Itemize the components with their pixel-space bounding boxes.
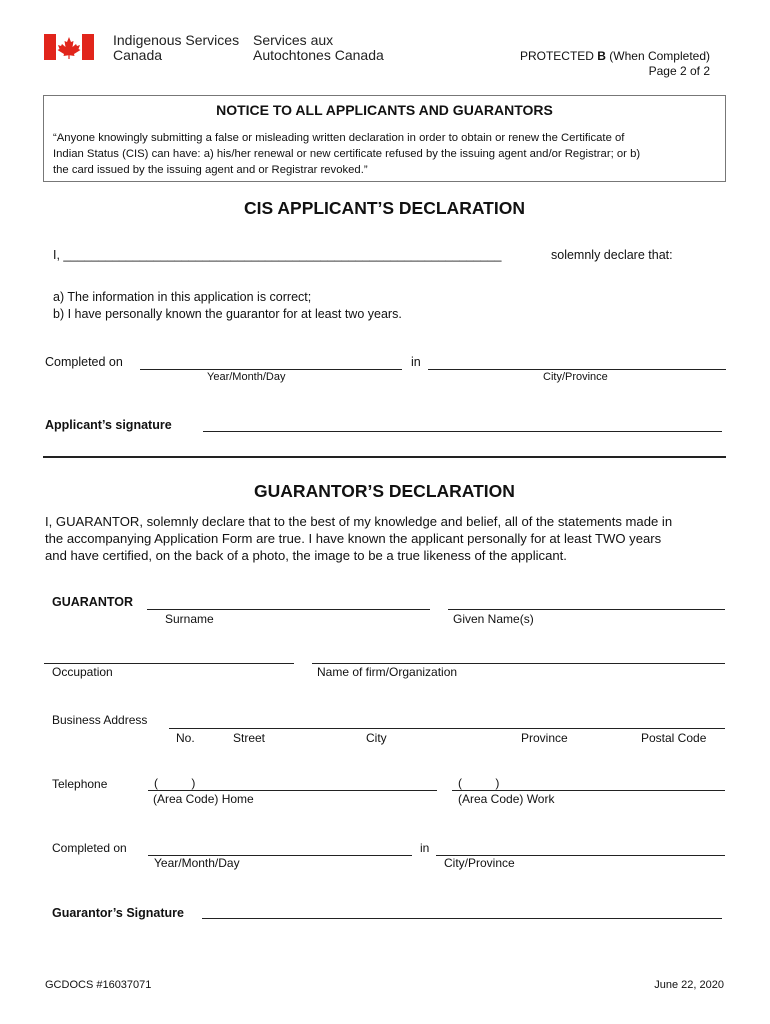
surname-field[interactable] [147, 609, 430, 610]
occupation-caption: Occupation [52, 665, 113, 679]
home-area-code-parens: ( ) [154, 776, 196, 790]
home-phone-caption: (Area Code) Home [153, 792, 254, 806]
applicant-name-line[interactable]: I, _______________________________________________________________ [53, 248, 502, 262]
work-area-code-parens: ( ) [458, 776, 500, 790]
guarantor-signature-label: Guarantor’s Signature [52, 906, 184, 920]
business-address-label: Business Address [52, 713, 148, 727]
applicant-in-label: in [411, 355, 421, 369]
applicant-date-caption: Year/Month/Day [207, 371, 286, 383]
document-id: GCDOCS #16037071 [45, 979, 152, 991]
business-address-field[interactable] [169, 728, 725, 729]
applicant-place-field[interactable] [428, 369, 726, 370]
telephone-label: Telephone [52, 777, 108, 791]
guarantor-declaration-title: GUARANTOR’S DECLARATION [254, 481, 515, 501]
page-number: Page 2 of 2 [648, 64, 710, 78]
department-name-english: Indigenous Services Canada [113, 32, 240, 63]
solemnly-declare-text: solemnly declare that: [551, 248, 673, 262]
address-city-caption: City [366, 731, 387, 745]
given-names-field[interactable] [448, 609, 725, 610]
notice-title: NOTICE TO ALL APPLICANTS AND GUARANTORS [216, 102, 553, 118]
department-name-french: Services aux Autochtones Canada [253, 32, 384, 63]
surname-caption: Surname [165, 612, 214, 626]
applicant-completed-on-label: Completed on [45, 355, 123, 369]
section-divider [43, 456, 726, 458]
guarantor-declaration-text: I, GUARANTOR, solemnly declare that to the best of my knowledge and belief, all of the statements made in the accompanying Application Form are true. I have known the applicant personally for at least TWO years and have certified, on the back of a photo, the image to be a true likeness of the applicant. [45, 514, 673, 563]
given-names-caption: Given Name(s) [453, 612, 534, 626]
work-phone-field[interactable] [452, 790, 725, 791]
notice-text: “Anyone knowingly submitting a false or misleading written declaration in order to obtain or renew the Certificate of Indian Status (CIS) can have: a) his/her renewal or new certificate refused by the issuing agent and/or Registrar; or b) the card issued by the issuing agent and or Registrar revoked.” [53, 132, 641, 176]
address-province-caption: Province [521, 731, 568, 745]
work-phone-caption: (Area Code) Work [458, 792, 555, 806]
address-postal-caption: Postal Code [641, 731, 707, 745]
applicant-signature-label: Applicant’s signature [45, 418, 172, 432]
firm-caption: Name of firm/Organization [317, 665, 458, 679]
guarantor-date-caption: Year/Month/Day [154, 856, 240, 870]
guarantor-label: GUARANTOR [52, 595, 134, 609]
applicant-signature-field[interactable] [203, 431, 722, 432]
applicant-declaration-items: a) The information in this application is correct; b) I have personally known the guarantor for at least two years. [53, 290, 402, 321]
address-street-caption: Street [233, 731, 266, 745]
guarantor-signature-field[interactable] [202, 918, 722, 919]
applicant-date-field[interactable] [140, 369, 402, 370]
protected-designation: PROTECTED B (When Completed) Page 2 of 2 [519, 49, 710, 78]
applicant-declaration-title: CIS APPLICANT’S DECLARATION [244, 198, 525, 218]
occupation-field[interactable] [44, 663, 294, 664]
canada-flag-icon [44, 34, 94, 60]
home-phone-field[interactable] [148, 790, 437, 791]
applicant-place-caption: City/Province [543, 371, 608, 383]
firm-field[interactable] [312, 663, 725, 664]
guarantor-in-label: in [420, 841, 430, 855]
document-date: June 22, 2020 [654, 979, 724, 991]
guarantor-place-caption: City/Province [444, 856, 515, 870]
address-no-caption: No. [176, 731, 195, 745]
guarantor-completed-on-label: Completed on [52, 841, 127, 855]
